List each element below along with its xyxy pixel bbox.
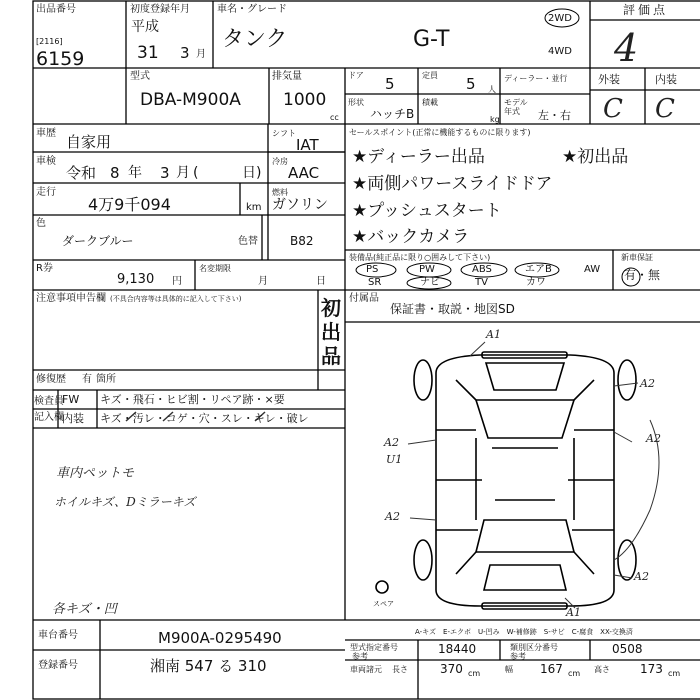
new-warranty-value: 有・無	[624, 268, 661, 282]
damage-mark-7: A2	[634, 570, 649, 583]
height-value: 173	[640, 662, 663, 676]
dealer-label: ディーラー・並行	[504, 74, 568, 83]
repair-unit: 箇所	[96, 374, 116, 385]
equipment-label: 装備品(純正品に限り○囲みして下さい)	[349, 253, 491, 262]
ac-value: AAC	[288, 164, 320, 182]
chassis-label: 車台番号	[38, 630, 78, 641]
inspection-era: 令和	[66, 164, 97, 182]
handwritten-line-2: ホイルキズ、Dミラーキズ	[54, 495, 196, 509]
displacement-label: 排気量	[272, 71, 302, 82]
height-unit: cm	[668, 669, 681, 678]
drive-2wd: 2WD	[548, 13, 572, 24]
color-value: ダークブルー	[62, 234, 134, 248]
equip-aw: AW	[584, 264, 601, 275]
equip-pw: PW	[419, 264, 435, 275]
doors-value: 5	[385, 75, 395, 93]
width-label: 幅	[505, 665, 513, 674]
damage-mark-2: A2	[640, 377, 655, 390]
load-label: 積載	[422, 98, 438, 107]
inspector-row1: キズ・飛石・ヒビ割・リペア跡・×要	[100, 393, 285, 406]
equip-sr: SR	[368, 277, 382, 288]
ref-2: 参考	[510, 652, 526, 661]
displacement-value: 1000	[283, 90, 327, 110]
equip-tv: TV	[475, 277, 488, 288]
doors-label: ドア	[348, 71, 364, 80]
length-label: 長さ	[392, 665, 408, 674]
inspection-year-unit: 年	[128, 165, 142, 181]
displacement-unit: cc	[330, 113, 339, 122]
rating-exterior-label: 外装	[598, 73, 620, 86]
category-label: 類別区分番号	[510, 643, 558, 652]
damage-legend: A-キズ E-エクボ U-凹み W-補修跡 S-サビ C-腐食 XX-交換済	[415, 628, 633, 636]
recycle-value: 9,130	[117, 272, 155, 287]
height-label: 高さ	[594, 665, 610, 674]
plate-value: 湘南 547 る 310	[150, 657, 267, 675]
damage-mark-1: A1	[486, 328, 501, 341]
handwritten-line-1: 車内ペットモ	[56, 466, 135, 481]
spare-label: スペア	[373, 600, 394, 608]
first-listing-stamp: 初 出 品	[321, 296, 341, 368]
category-value: 0508	[612, 642, 643, 656]
repair-label: 修復歴	[36, 374, 66, 385]
rating-interior-label: 内装	[655, 73, 677, 86]
model-year-label: モデル年式	[504, 98, 528, 116]
name-change-day: 日	[316, 276, 326, 287]
sales-point-1: ★ディーラー出品	[352, 147, 485, 167]
damage-mark-5: U1	[386, 453, 403, 466]
registration-label: 初度登録年月	[130, 4, 190, 15]
damage-mark-8: A1	[566, 606, 581, 619]
usage-value: 自家用	[66, 133, 112, 151]
width-value: 167	[540, 662, 563, 676]
shift-label: シフト	[272, 129, 296, 138]
sales-point-2: ★初出品	[562, 147, 629, 167]
lot-label: 出品番号	[36, 4, 76, 15]
mileage-unit: km	[246, 202, 262, 213]
registration-year: 31	[137, 43, 159, 63]
car-diagram	[376, 352, 636, 609]
fuel-label: 燃料	[272, 188, 288, 197]
dimensions-label: 車両諸元	[350, 665, 382, 674]
notes-label: 注意事項申告欄	[36, 293, 106, 304]
mileage-label: 走行	[36, 187, 56, 198]
handle-value: 左・右	[538, 109, 571, 122]
designation-value: 18440	[438, 642, 477, 656]
accessories-label: 付属品	[349, 293, 379, 304]
capacity-label: 定員	[422, 71, 438, 80]
load-unit: kg	[490, 115, 500, 124]
lot-code: [2116]	[36, 37, 63, 46]
damage-mark-3: A2	[646, 432, 661, 445]
registration-month-unit: 月	[196, 49, 206, 60]
equip-abs: ABS	[472, 264, 492, 275]
inspector-row1-label: FW	[62, 393, 80, 406]
plate-label: 登録番号	[38, 660, 78, 671]
damage-mark-4: A2	[384, 436, 399, 449]
drive-4wd: 4WD	[548, 46, 572, 57]
inspector-row2-label: 内装	[62, 412, 84, 425]
registration-era: 平成	[131, 19, 159, 35]
handwritten-line-3: 各キズ・凹	[52, 602, 117, 617]
name-change-label: 名変期限	[199, 264, 231, 273]
chassis-value: M900A-0295490	[158, 629, 282, 647]
capacity-value: 5	[466, 75, 476, 93]
inspection-paren: (	[193, 165, 199, 181]
damage-mark-6: A2	[385, 510, 400, 523]
ac-label: 冷房	[272, 157, 288, 166]
inspection-label: 車検	[36, 156, 56, 167]
width-unit: cm	[568, 669, 581, 678]
sales-points-label: セールスポイント(正常に機能するものに限ります)	[349, 128, 531, 137]
rating-interior-value: C	[655, 94, 675, 124]
ref-1: 参考	[352, 652, 368, 661]
rating-exterior-value: C	[603, 94, 623, 124]
rating-label: 評価点	[623, 3, 669, 17]
rating-score: 4	[614, 26, 639, 70]
length-value: 370	[440, 662, 463, 676]
inspection-year: 8	[110, 164, 120, 182]
lot-number: 6159	[36, 48, 85, 70]
sales-point-3: ★両側パワースライドドア	[352, 174, 553, 194]
notes-sublabel: (不具合内容等は具体的に記入して下さい)	[110, 295, 242, 303]
recycle-unit: 円	[172, 276, 182, 287]
shape-value: ハッチB	[370, 107, 415, 121]
new-warranty-label: 新車保証	[621, 253, 653, 262]
inspector-label-2: 記入欄	[34, 412, 64, 423]
vehicle-grade: G-T	[413, 27, 450, 52]
sales-point-4: ★プッシュスタート	[352, 201, 502, 221]
vehicle-label: 車名・グレード	[217, 4, 287, 15]
inspection-day: 日)	[242, 165, 262, 181]
inspection-month: 3	[160, 164, 170, 182]
name-change-month: 月	[258, 276, 268, 287]
inspector-row2: キズ・汚レ・コゲ・穴・スレ・キレ・破レ	[100, 412, 309, 425]
fuel-value: ガソリン	[272, 197, 328, 213]
color-label: 色	[36, 218, 46, 229]
color-code-label: 色替	[238, 236, 258, 247]
color-code: B82	[290, 234, 314, 248]
inspector-label-1: 検査員	[34, 396, 64, 407]
equip-leather: カワ	[526, 277, 546, 288]
equip-navi: ナビ	[420, 277, 440, 288]
capacity-unit: 人	[488, 85, 496, 94]
sheet-border	[33, 1, 700, 699]
registration-month: 3	[180, 44, 190, 62]
usage-label: 車歴	[36, 128, 56, 139]
designation-label: 型式指定番号	[350, 643, 398, 652]
length-unit: cm	[468, 669, 481, 678]
mileage-value: 4万9千094	[88, 195, 171, 214]
shape-label: 形状	[348, 98, 364, 107]
recycle-label: R券	[36, 263, 53, 274]
equip-ps: PS	[366, 264, 379, 275]
inspection-month-unit: 月	[176, 165, 190, 181]
vehicle-name: タンク	[222, 27, 288, 52]
equip-airbag: エアB	[525, 264, 552, 275]
repair-value: 有	[82, 374, 92, 385]
shift-value: IAT	[296, 136, 319, 154]
model-label: 型式	[130, 71, 150, 82]
sales-point-5: ★バックカメラ	[352, 227, 470, 247]
accessories-value: 保証書・取説・地図SD	[390, 302, 515, 316]
model-value: DBA-M900A	[140, 90, 241, 110]
